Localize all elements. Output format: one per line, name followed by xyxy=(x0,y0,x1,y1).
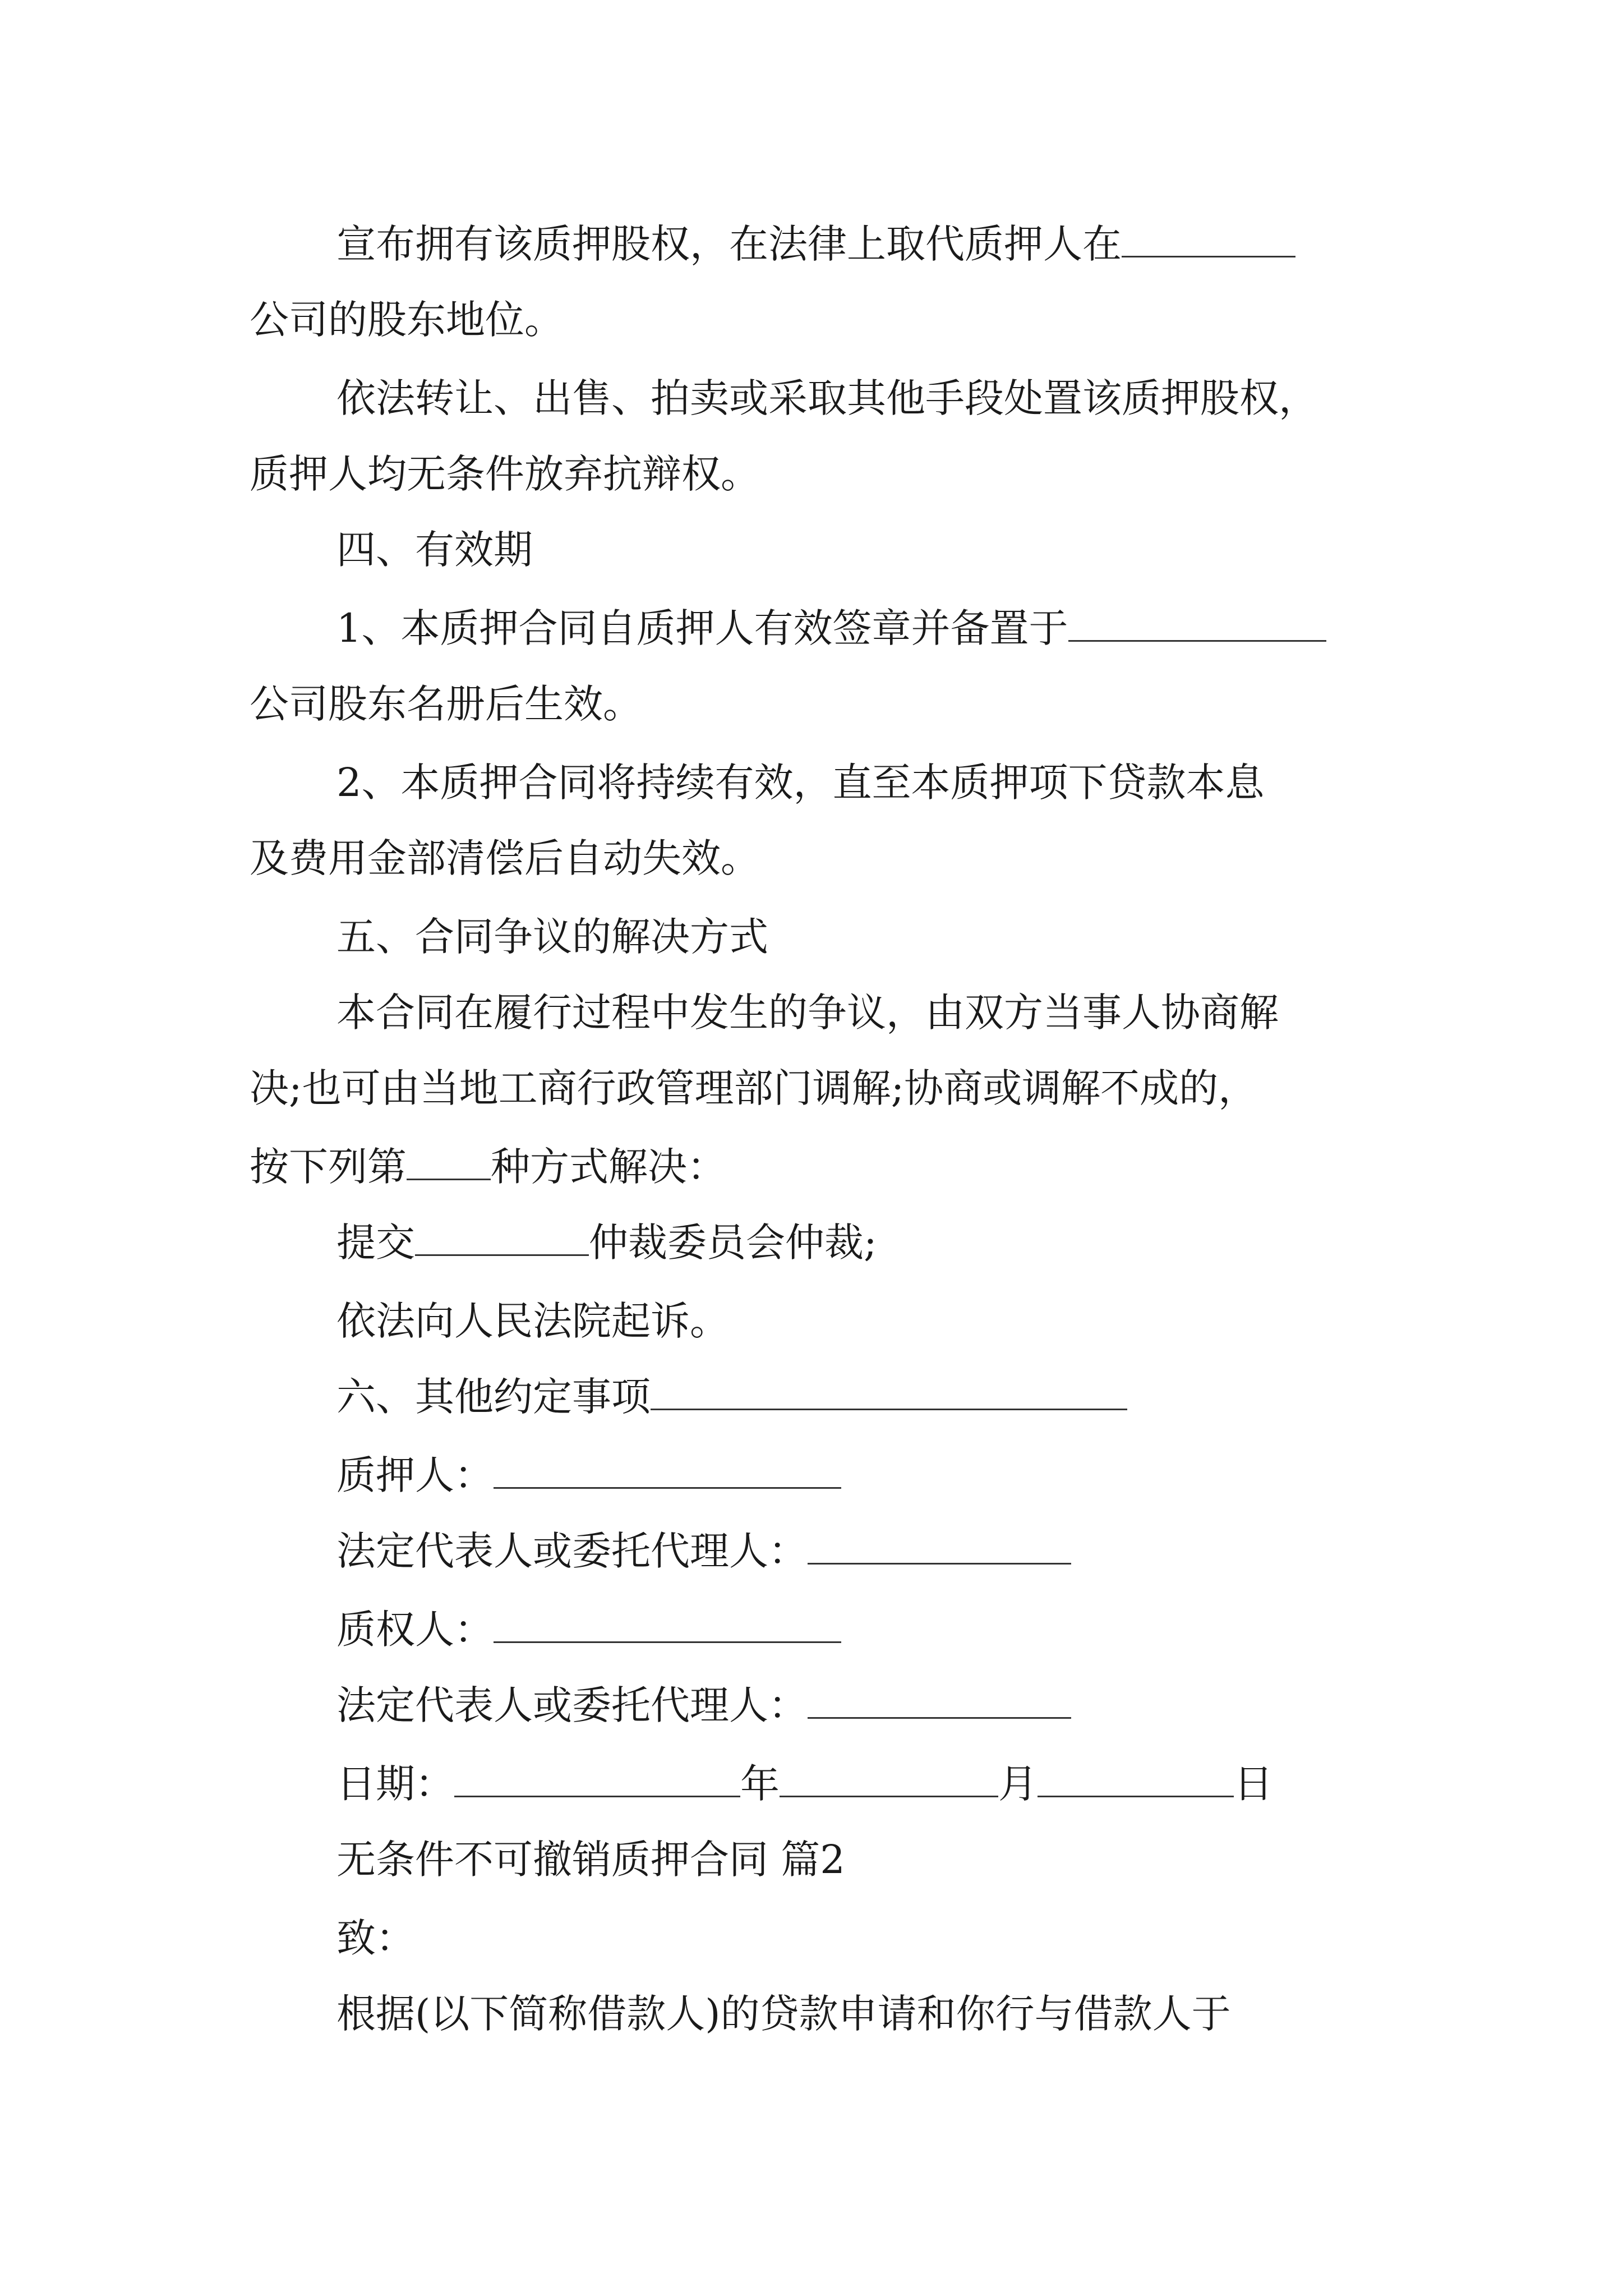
fill-blank xyxy=(1068,605,1326,642)
paragraph-line xyxy=(336,754,1265,811)
signature-line xyxy=(336,1447,841,1503)
text: 致： xyxy=(336,1915,415,1961)
text: 及费用金部清偿后自动失效。 xyxy=(250,835,760,881)
text: 按下列第 xyxy=(250,1144,407,1190)
paragraph-line xyxy=(336,1986,1231,2042)
text: 根据(以下简称借款人)的贷款申请和你行与借款人于 xyxy=(336,1991,1231,2037)
text: 法定代表人或委托代理人： xyxy=(336,1528,808,1574)
text: 提交 xyxy=(336,1220,415,1266)
text: 2、本质押合同将持续有效，直至本质押项下贷款本息 xyxy=(336,760,1265,806)
signature-line xyxy=(336,1602,841,1658)
text: 质押人均无条件放弃抗辩权。 xyxy=(250,451,760,497)
fill-blank xyxy=(808,1528,1071,1565)
signature-line xyxy=(336,1677,1071,1733)
paragraph-line xyxy=(336,1293,729,1349)
paragraph-line xyxy=(336,370,1318,426)
paragraph-line xyxy=(336,600,1326,656)
paragraph-line xyxy=(336,1214,877,1271)
fill-blank xyxy=(454,1761,740,1797)
section-heading xyxy=(336,909,768,965)
text: 仲裁委员会仲裁; xyxy=(589,1220,877,1266)
date-line xyxy=(336,1756,1273,1812)
text: 月 xyxy=(998,1761,1038,1807)
text: 日 xyxy=(1234,1761,1273,1807)
text: 四、有效期 xyxy=(336,527,533,573)
text: 依法向人民法院起诉。 xyxy=(336,1298,729,1344)
paragraph-line xyxy=(250,292,564,348)
fill-blank xyxy=(494,1607,841,1643)
signature-line xyxy=(336,1523,1071,1579)
fill-blank xyxy=(1122,221,1295,257)
text: 质押人： xyxy=(336,1452,494,1498)
paragraph-line xyxy=(336,216,1295,272)
fill-blank xyxy=(1038,1761,1234,1797)
paragraph-line xyxy=(250,830,760,886)
text: 质权人： xyxy=(336,1607,494,1653)
text: 日期： xyxy=(336,1761,454,1807)
text: 法定代表人或委托代理人： xyxy=(336,1682,808,1728)
section-heading xyxy=(336,522,533,578)
document-title xyxy=(336,1832,845,1888)
text: 本合同在履行过程中发生的争议，由双方当事人协商解 xyxy=(336,990,1279,1036)
text: 六、其他约定事项 xyxy=(336,1374,651,1420)
paragraph-line xyxy=(250,446,760,502)
fill-blank xyxy=(780,1761,998,1797)
text: 种方式解决： xyxy=(491,1144,726,1190)
fill-blank xyxy=(808,1682,1071,1719)
text: 无条件不可撤销质押合同 篇2 xyxy=(336,1837,845,1883)
text: 年 xyxy=(740,1761,780,1807)
text: 公司股东名册后生效。 xyxy=(250,681,642,727)
paragraph-line xyxy=(336,1910,415,1966)
paragraph-line xyxy=(250,1139,726,1195)
fill-blank xyxy=(494,1452,841,1489)
fill-blank xyxy=(407,1144,491,1180)
section-heading xyxy=(336,1369,1127,1425)
fill-blank xyxy=(415,1220,589,1256)
text: 宣布拥有该质押股权，在法律上取代质押人在 xyxy=(336,221,1122,267)
paragraph-line xyxy=(336,984,1279,1041)
text: 1、本质押合同自质押人有效签章并备置于 xyxy=(336,605,1068,651)
text: 决;也可由当地工商行政管理部门调解;协商或调解不成的， xyxy=(250,1065,1258,1111)
paragraph-line xyxy=(250,1060,1257,1116)
text: 依法转让、出售、拍卖或采取其他手段处置该质押股权， xyxy=(336,375,1318,421)
fill-blank xyxy=(651,1374,1127,1410)
text: 五、合同争议的解决方式 xyxy=(336,914,768,960)
paragraph-line xyxy=(250,676,642,732)
text: 公司的股东地位。 xyxy=(250,297,564,343)
